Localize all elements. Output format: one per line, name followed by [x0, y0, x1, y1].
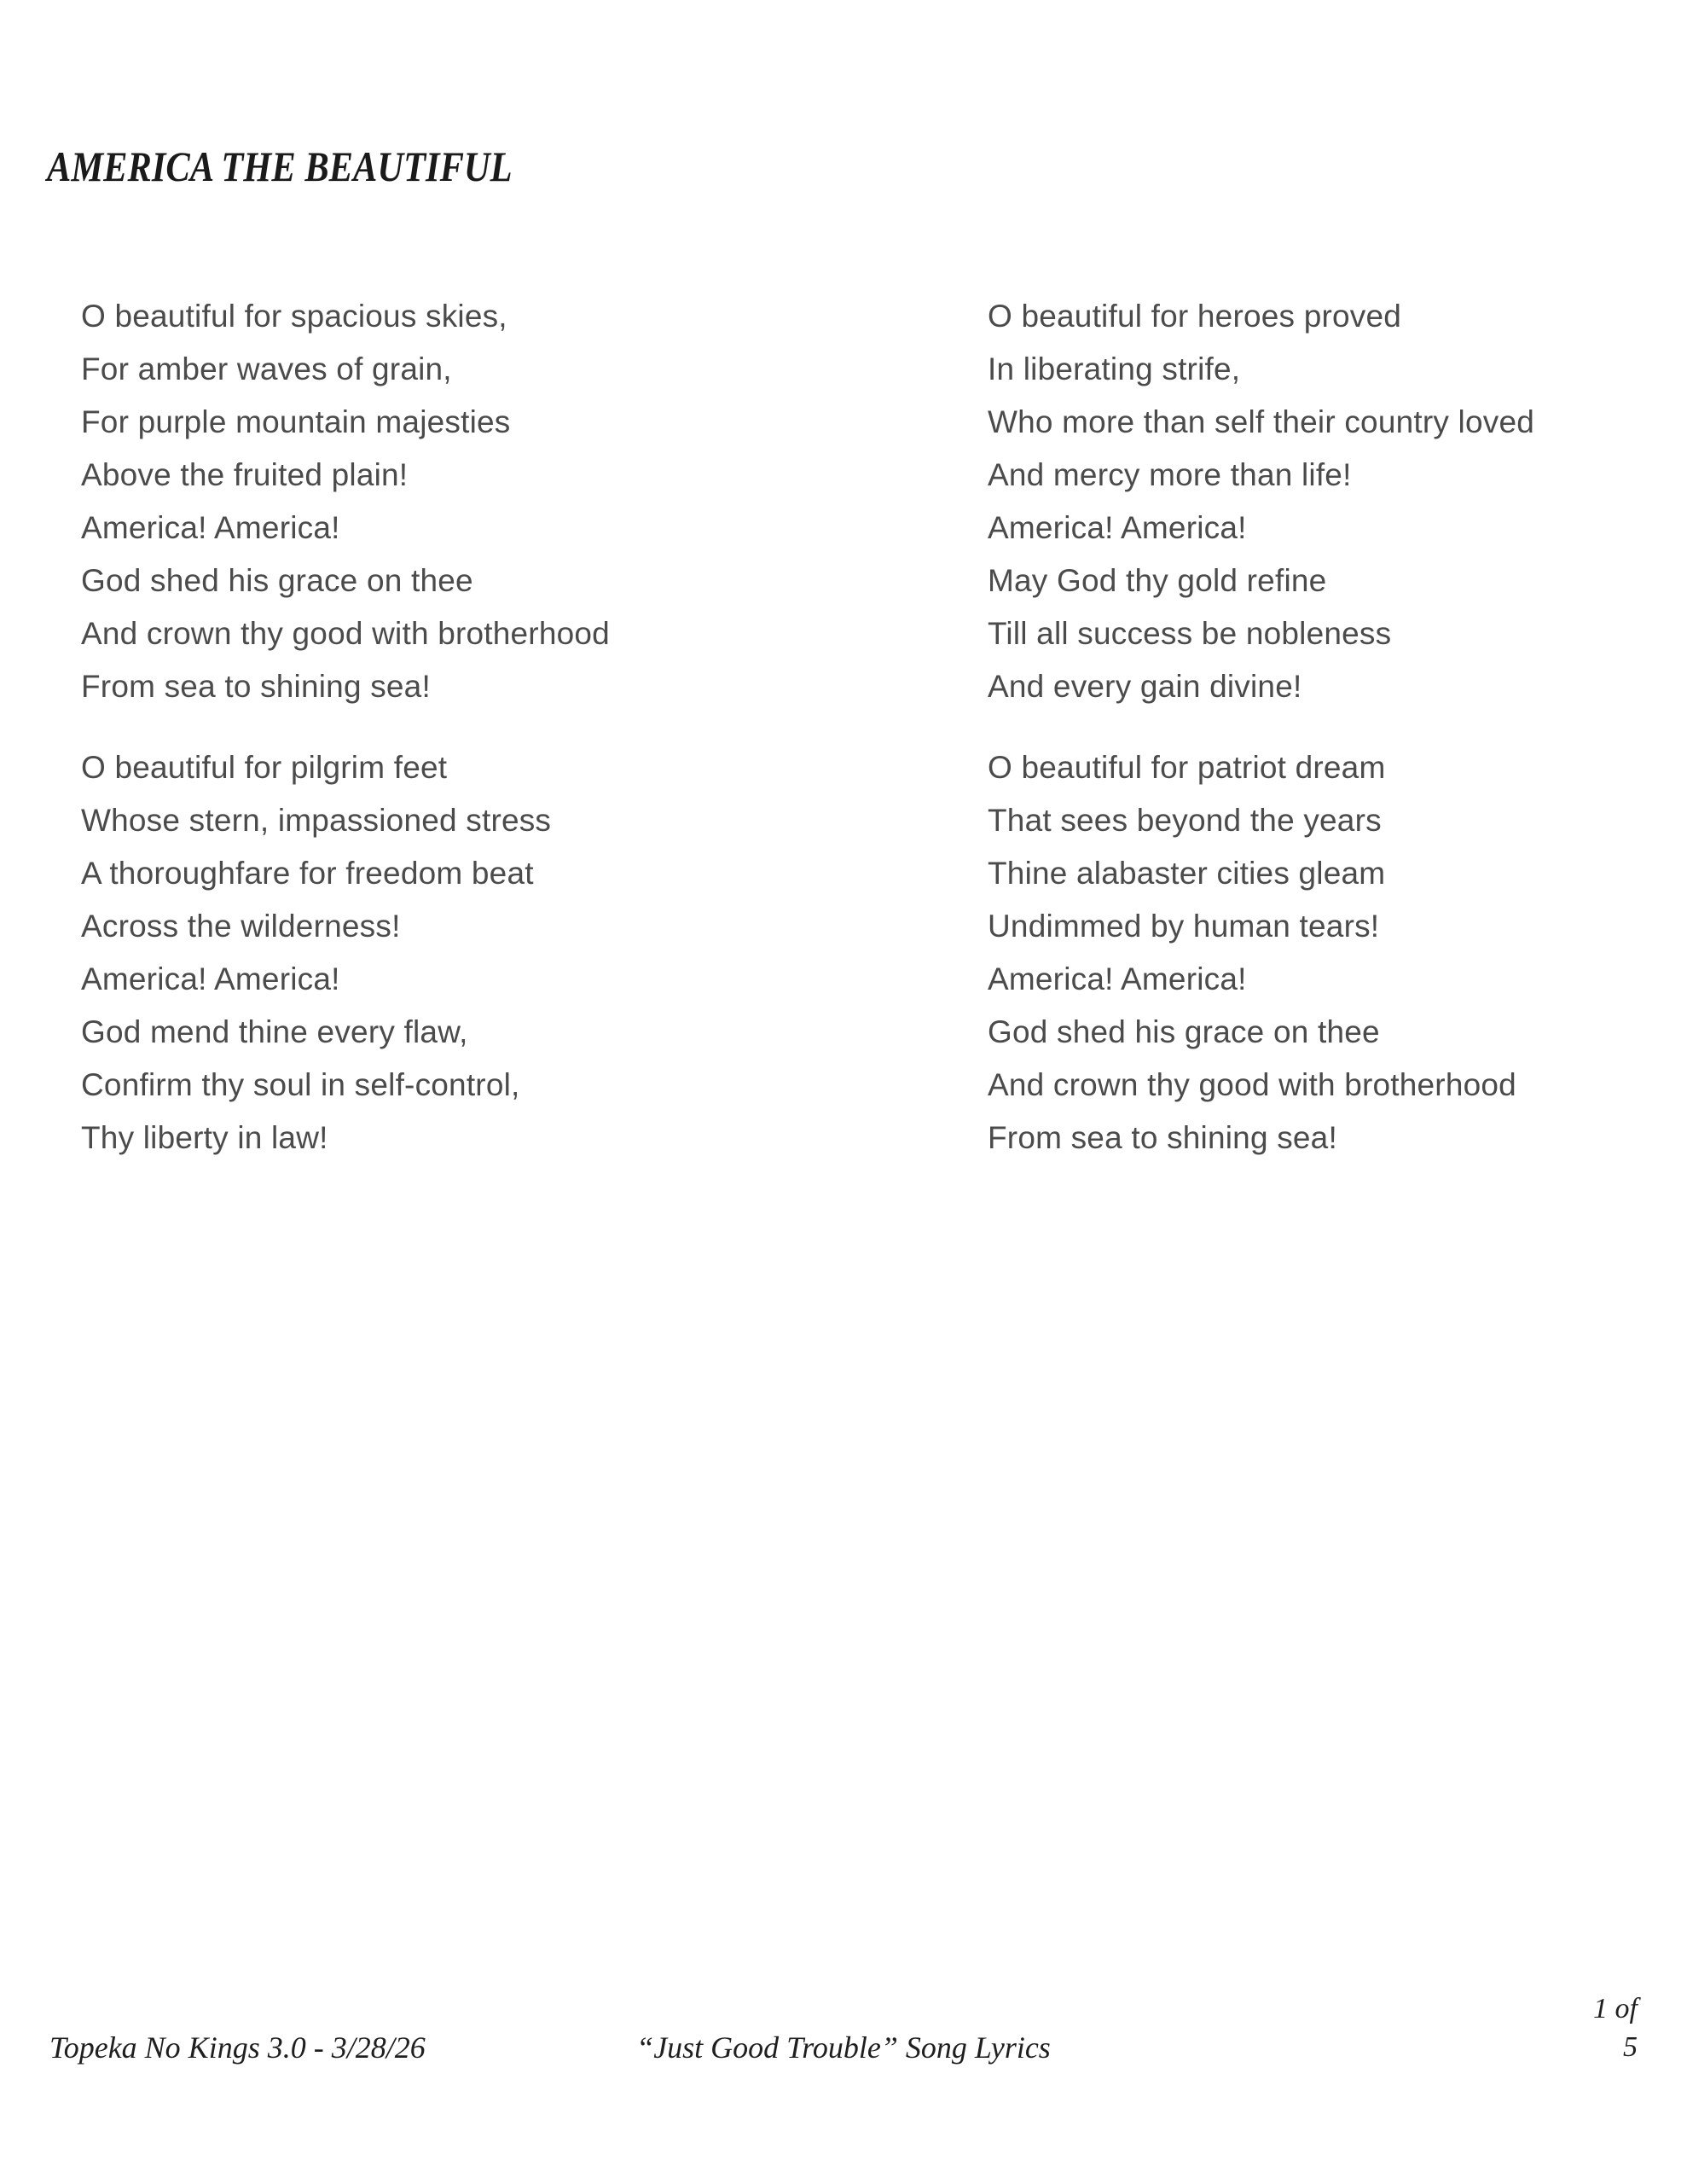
- lyric-line: God mend thine every flaw,: [81, 1014, 468, 1049]
- lyric-line: O beautiful for heroes proved: [988, 299, 1402, 334]
- lyric-line: Who more than self their country loved: [988, 404, 1535, 439]
- lyric-line: America! America!: [81, 510, 340, 545]
- lyric-line: Confirm thy soul in self-control,: [81, 1067, 520, 1102]
- lyric-line: For purple mountain majesties: [81, 404, 511, 439]
- lyric-line: O beautiful for patriot dream: [988, 750, 1386, 785]
- lyric-line: In liberating strife,: [988, 351, 1241, 386]
- lyric-line: Whose stern, impassioned stress: [81, 803, 552, 838]
- lyric-line: Till all success be nobleness: [988, 616, 1392, 651]
- lyric-line: And every gain divine!: [988, 669, 1302, 704]
- lyric-line: From sea to shining sea!: [81, 669, 431, 704]
- lyric-line: For amber waves of grain,: [81, 351, 452, 386]
- lyric-line: And crown thy good with brotherhood: [988, 1067, 1516, 1102]
- page-number: [1593, 1989, 1638, 2066]
- lyric-line: And mercy more than life!: [988, 457, 1352, 492]
- lyric-line: God shed his grace on thee: [988, 1014, 1380, 1049]
- lyric-line: Thine alabaster cities gleam: [988, 856, 1386, 891]
- lyric-line: Undimmed by human tears!: [988, 909, 1380, 944]
- lyric-line: America! America!: [988, 510, 1247, 545]
- lyrics-column-left: [81, 290, 610, 1193]
- lyric-line: And crown thy good with brotherhood: [81, 616, 610, 651]
- stanza-3: [988, 290, 1534, 713]
- page-number-line-2: 5: [1623, 2031, 1638, 2063]
- lyrics-column-right: [988, 290, 1534, 1193]
- lyric-line: Thy liberty in law!: [81, 1120, 328, 1155]
- lyric-line: That sees beyond the years: [988, 803, 1382, 838]
- stanza-1: [81, 290, 610, 713]
- lyric-line: O beautiful for spacious skies,: [81, 299, 507, 334]
- lyric-line: America! America!: [81, 961, 340, 996]
- lyric-line: From sea to shining sea!: [988, 1120, 1337, 1155]
- footer-event-label: Topeka No Kings 3.0 - 3/28/26: [49, 2030, 426, 2065]
- lyric-line: America! America!: [988, 961, 1247, 996]
- page-number-line-1: 1 of: [1593, 1993, 1638, 2024]
- stanza-2: [81, 741, 610, 1165]
- lyric-line: Across the wilderness!: [81, 909, 401, 944]
- page-title: AMERICA THE BEAUTIFUL: [47, 142, 513, 190]
- lyric-line: Above the fruited plain!: [81, 457, 409, 492]
- footer-document-title: “Just Good Trouble” Song Lyrics: [636, 2030, 1051, 2065]
- lyric-line: May God thy gold refine: [988, 563, 1327, 598]
- lyric-line: God shed his grace on thee: [81, 563, 473, 598]
- stanza-4: [988, 741, 1534, 1165]
- lyric-line: O beautiful for pilgrim feet: [81, 750, 448, 785]
- lyric-line: A thoroughfare for freedom beat: [81, 856, 534, 891]
